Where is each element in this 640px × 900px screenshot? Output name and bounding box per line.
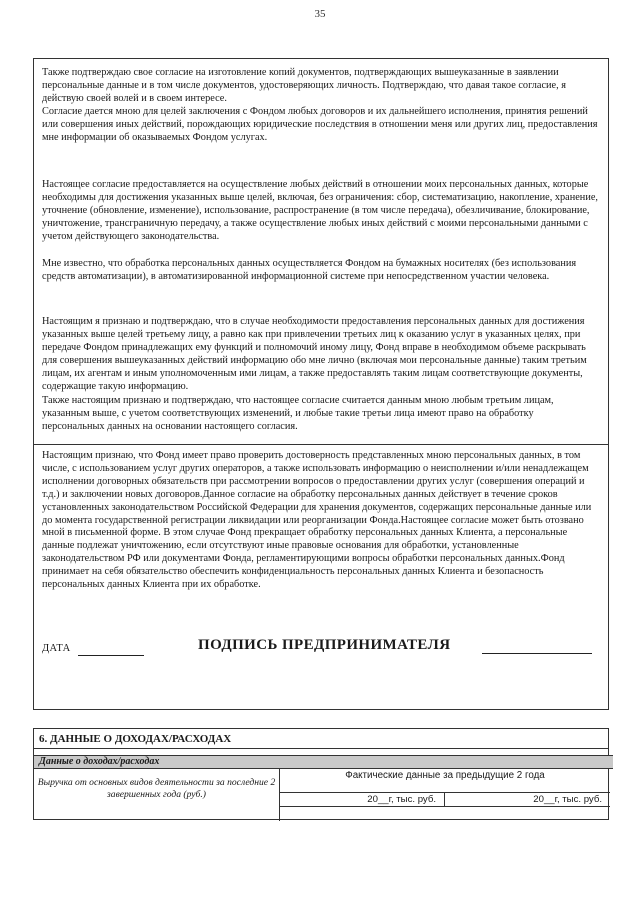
signature-row bbox=[42, 637, 598, 659]
consent-upper-section bbox=[34, 59, 608, 445]
consent-paragraph-third-parties: Настоящим я признаю и подтверждаю, что в случае необходимости предоставления персональных данных для достижения указанных выше целей третьему лицу, а равно как при привлечении третьих лиц к оказанию услуг в указанных целях, при передаче Фондом принадлежащих ему функций и полномочий иному лицу, Фонд вправе в необходимом объеме раскрывать для совершения вышеуказанных действий информацию обо мне лично (включая мои персональные данные) таким третьим лицам, их агентам и иным уполномоченным ими лицам, а также предоставлять таким лицам соответствующие документы, содержащие такую информацию. bbox=[42, 316, 587, 392]
date-label: ДАТА bbox=[42, 643, 71, 654]
page-number: 35 bbox=[314, 8, 326, 20]
year-2-cell[interactable]: 20__г, тыс. руб. bbox=[445, 793, 610, 807]
consent-paragraph-copies: Также подтверждаю свое согласие на изготовление копий документов, подтверждающих вышеуказанные в заявлении персональные данные и в том числе документов, удостоверяющих личность. Подтверждаю, что давая такое согласие, я действую своей волей и в своем интересе. bbox=[42, 67, 567, 104]
income-section-table bbox=[33, 728, 609, 820]
actual-data-header: Фактические данные за предыдущие 2 года bbox=[280, 769, 610, 793]
consent-paragraph-purpose: Согласие дается мною для целей заключения с Фондом любых договоров и их дальнейшего исполнения, принятия решений или совершения иных действий, порождающих юридические последствия в отношении меня или других лиц, предоставления мне информации об оказываемых Фондом услугах. bbox=[42, 106, 598, 143]
consent-paragraph-third-parties-consent: Также настоящим признаю и подтверждаю, что настоящее согласие считается данным мною любым третьим лицам, указанным выше, с учетом соответствующих изменений, и любые такие третьи лица имеют право на обработку персональных данных на основании настоящего согласия. bbox=[42, 395, 554, 432]
date-field[interactable] bbox=[78, 655, 144, 656]
subsection-header: Данные о доходах/расходах bbox=[34, 755, 613, 769]
revenue-row-label: Выручка от основных видов деятельности за последние 2 завершенных года (руб.) bbox=[34, 769, 280, 821]
consent-paragraph-verification: Настоящим признаю, что Фонд имеет право проверить достоверность представленных мною персональных данных, в том числе, с использованием услуг других операторов, а также использовать информацию о неисполнении и/или ненадлежащем исполнении договорных обязательств при рассмотрении вопросов о предоставлении других услуг (совершения операций и т.д.) и заключении новых договоров.Данное согласие на обработку персональных данных действует в течение сроков установленных законодательством Российской Федерации для хранения документов, содержащих персональные данные или до момента государственной регистрации ликвидации или реорганизации Фонда.Настоящее согласие может быть отозвано мной в письменной форме. В этом случае Фонд прекращает обработку персональных данных Клиента, а персональные данные подлежат уничтожению, если отсутствуют иные правовые основания для обработки, установленные законодательством РФ или документами Фонда, регламентирующими вопросы обработки персональных данных.Фонд принимает на себя обязательство обеспечить конфиденциальность персональных данных Клиента и безопасность персональных данных Клиента при их обработке. bbox=[42, 450, 592, 591]
section-title: 6. ДАННЫЕ О ДОХОДАХ/РАСХОДАХ bbox=[34, 729, 608, 749]
consent-paragraph-processing: Мне известно, что обработка персональных данных осуществляется Фондом на бумажных носителях (без использования средств автоматизации), в автоматизированной информационной системе при непосредственном участии человека. bbox=[42, 258, 577, 282]
signature-label: ПОДПИСЬ ПРЕДПРИНИМАТЕЛЯ bbox=[198, 637, 451, 653]
consent-box bbox=[33, 58, 609, 710]
year-1-cell[interactable]: 20__г, тыс. руб. bbox=[280, 793, 445, 807]
consent-paragraph-actions: Настоящее согласие предоставляется на осуществление любых действий в отношении моих персональных данных, которые необходимы для достижения указанных выше целей, включая, без ограничения: сбор, систематизацию, накопление, хранение, уточнение (обновление, изменение), использование, распространение (в том числе передача), обезличивание, блокирование, уничтожение, трансграничную передачу, а также осуществление любых иных действий с моими персональными данными с учетом действующего законодательства. bbox=[42, 179, 598, 242]
signature-field[interactable] bbox=[482, 653, 592, 654]
